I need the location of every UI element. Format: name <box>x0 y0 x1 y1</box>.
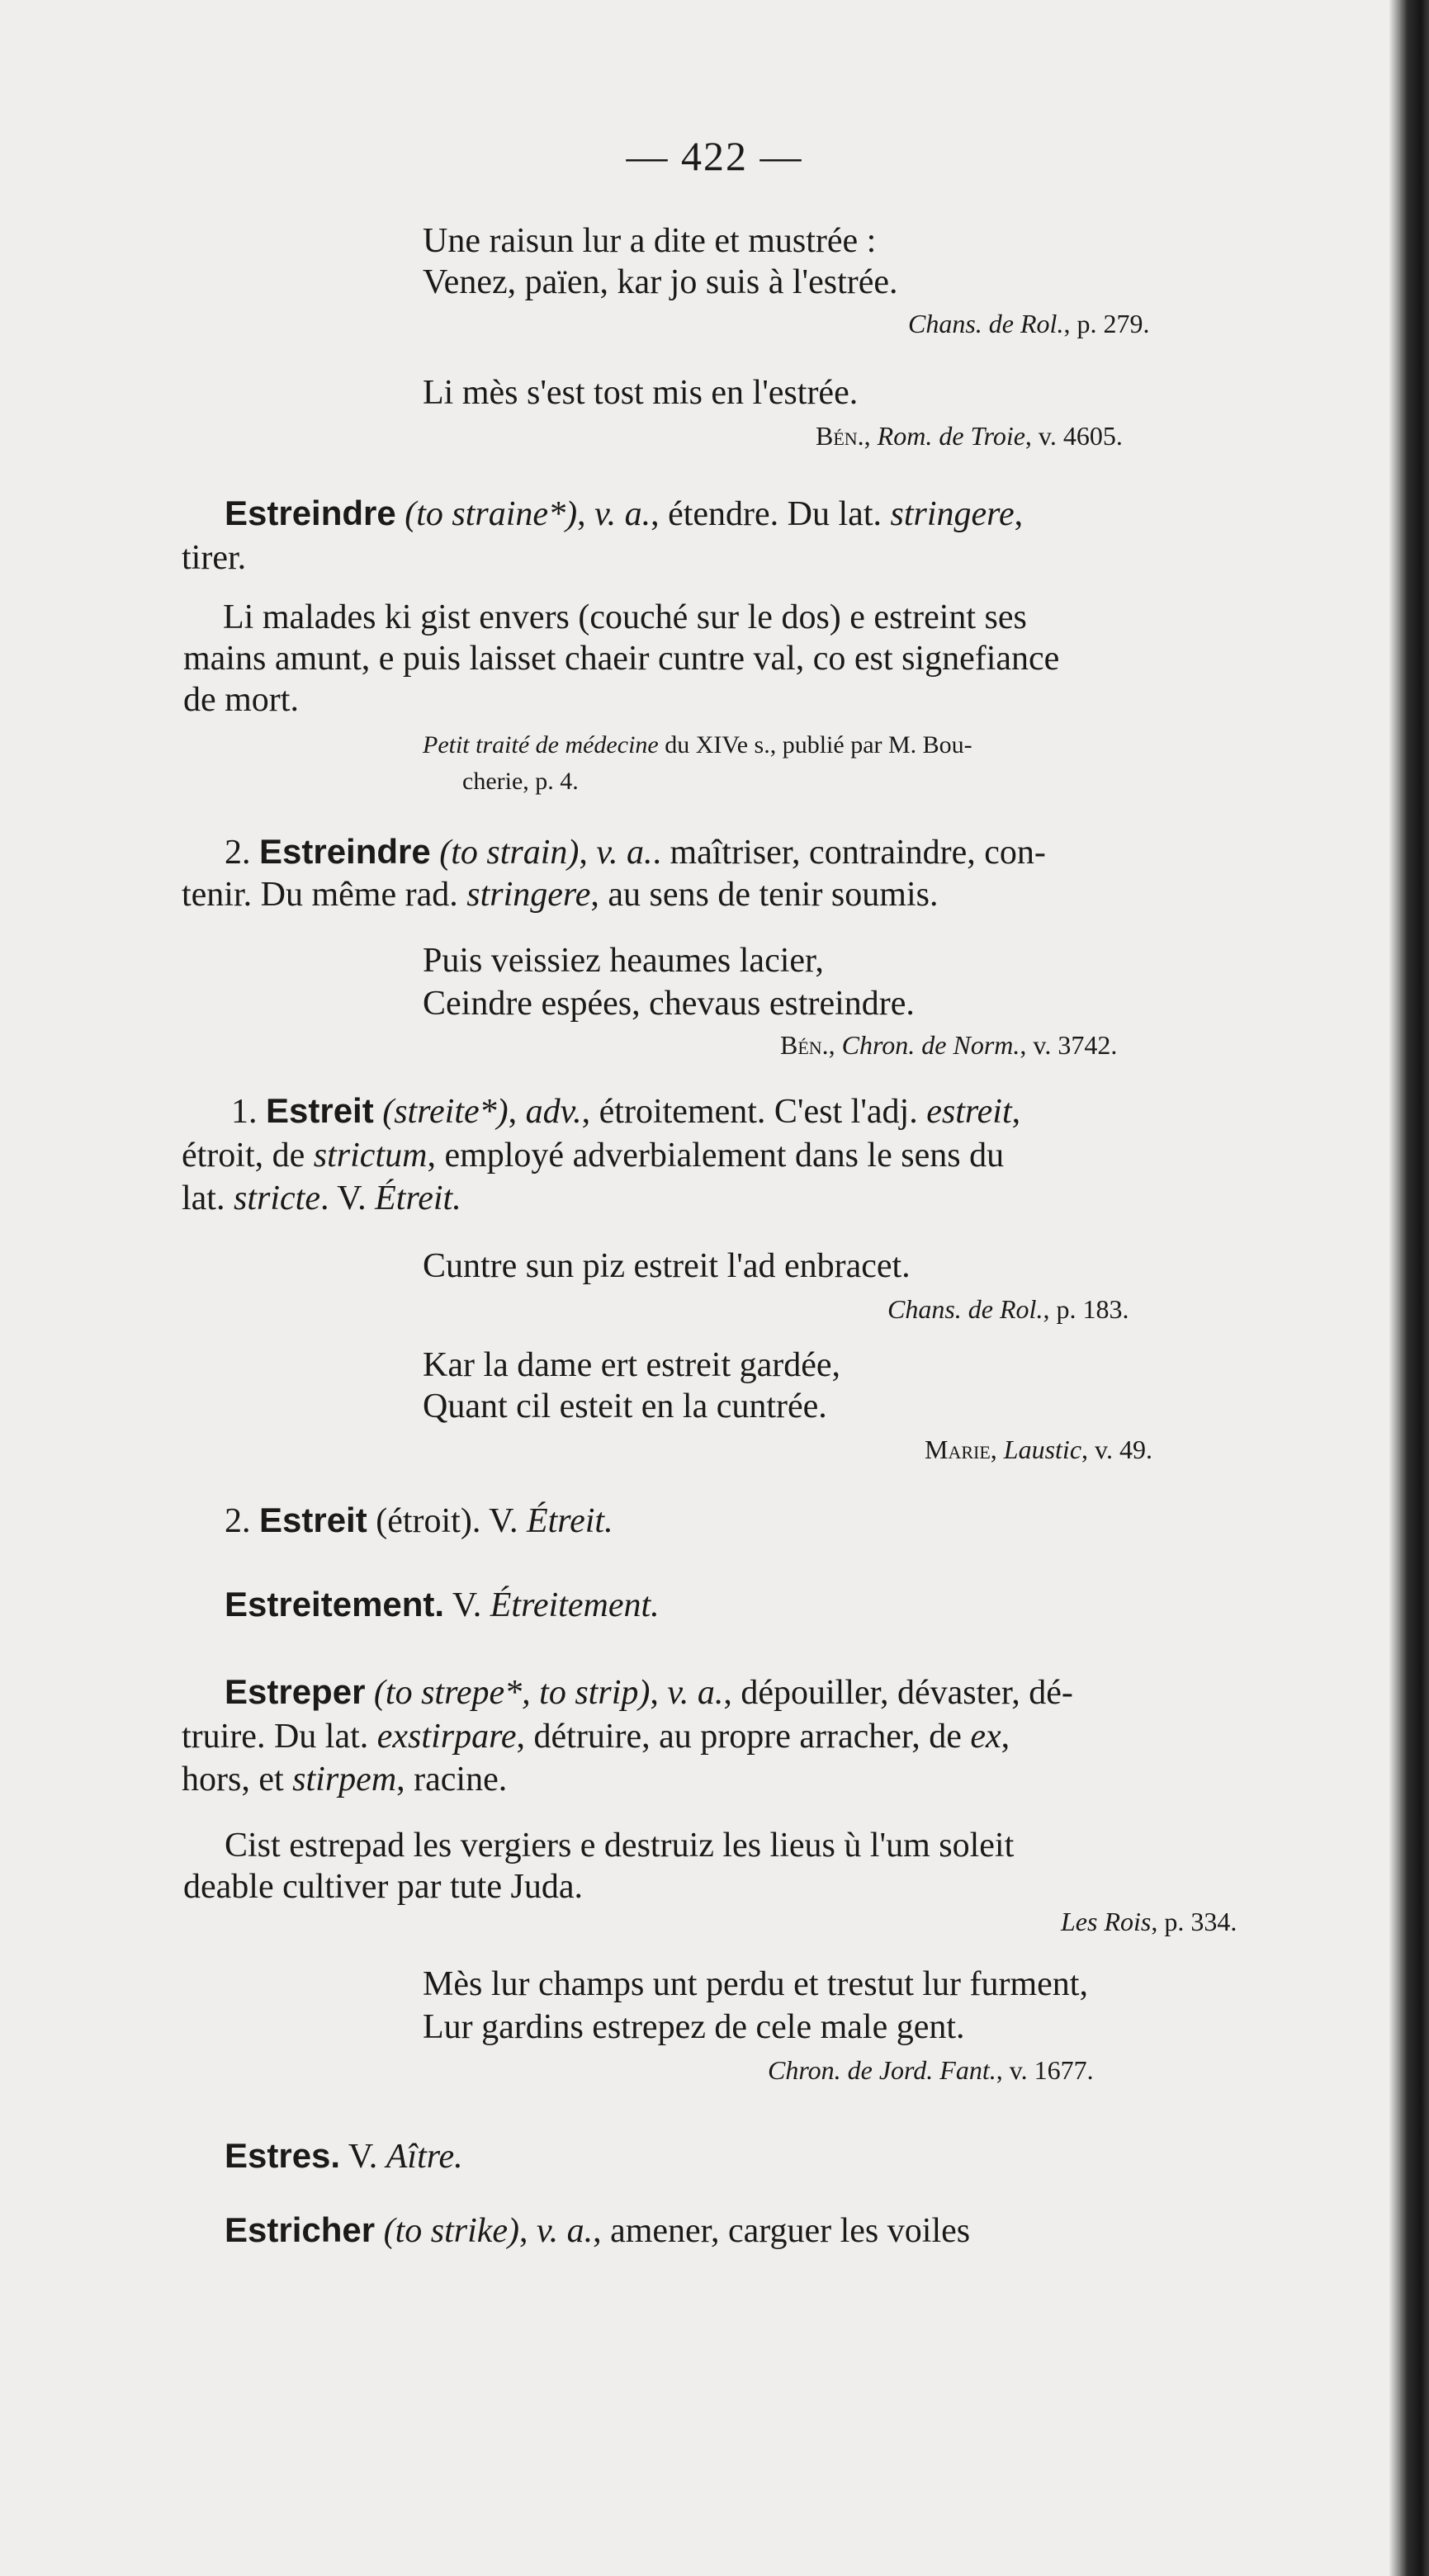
citation: Bén., Rom. de Troie, v. 4605. <box>816 421 1123 451</box>
quote-line: Lur gardins estrepez de cele male gent. <box>423 2008 965 2046</box>
entry-estreindre-2: 2. Estreindre (to strain), v. a.. maîtriser, contraindre, con- <box>225 832 1046 872</box>
entry-estreit-1: 1. Estreit (streite*), adv., étroitement. C'est l'adj. estreit, <box>231 1091 1021 1131</box>
headword: Estreit <box>259 1501 367 1539</box>
citation: Chron. de Jord. Fant., v. 1677. <box>768 2055 1094 2085</box>
headword: Estreitement. <box>225 1585 445 1624</box>
definition-line: tenir. Du même rad. stringere, au sens de tenir soumis. <box>182 876 939 914</box>
citation: Chans. de Rol., p. 183. <box>887 1294 1129 1324</box>
definition-line: tirer. <box>182 539 247 577</box>
quote-line: de mort. <box>183 681 299 719</box>
quote-line: mains amunt, e puis laisset chaeir cuntre val, co est signefiance <box>183 640 1060 678</box>
quote-line: Puis veissiez heaumes lacier, <box>423 942 824 980</box>
definition-line: lat. stricte. V. Étreit. <box>182 1179 461 1217</box>
entry-estreit-2: 2. Estreit (étroit). V. Étreit. <box>225 1501 613 1540</box>
quote-line: Venez, païen, kar jo suis à l'estrée. <box>423 263 898 301</box>
definition-line: hors, et stirpem, racine. <box>182 1761 508 1798</box>
entry-estreindre: Estreindre (to straine*), v. a., étendre. Du lat. stringere, <box>225 494 1024 533</box>
quote-line: Mès lur champs unt perdu et trestut lur furment, <box>423 1965 1088 2003</box>
page-binding-edge <box>1389 0 1429 2576</box>
headword: Estres. <box>225 2136 341 2175</box>
headword: Estreindre <box>259 832 431 871</box>
quote-line: Li malades ki gist envers (couché sur le dos) e estreint ses <box>223 598 1027 636</box>
quote-line: deable cultiver par tute Juda. <box>183 1868 583 1906</box>
quote-line: Ceindre espées, chevaus estreindre. <box>423 985 915 1023</box>
quote-line: Cuntre sun piz estreit l'ad enbracet. <box>423 1247 911 1285</box>
citation: Marie, Laustic, v. 49. <box>925 1435 1152 1464</box>
entry-estricher: Estricher (to strike), v. a., amener, carguer les voiles <box>225 2210 971 2250</box>
quote-line: Li mès s'est tost mis en l'estrée. <box>423 374 859 412</box>
quote-line: Cist estrepad les vergiers e destruiz les lieus ù l'um soleit <box>225 1827 1015 1865</box>
citation: Les Rois, p. 334. <box>1061 1907 1237 1936</box>
citation: Bén., Chron. de Norm., v. 3742. <box>780 1030 1118 1060</box>
headword: Estreper <box>225 1672 366 1711</box>
entry-estres: Estres. V. Aître. <box>225 2136 463 2176</box>
definition-line: étroit, de strictum, employé adverbialement dans le sens du <box>182 1137 1005 1175</box>
entry-estreper: Estreper (to strepe*, to strip), v. a., dépouiller, dévaster, dé- <box>225 1672 1073 1712</box>
citation: cherie, p. 4. <box>462 768 579 795</box>
definition-line: truire. Du lat. exstirpare, détruire, au propre arracher, de ex, <box>182 1718 1010 1756</box>
headword: Estreit <box>266 1091 374 1130</box>
page-number: — 422 — <box>626 133 803 179</box>
quote-line: Une raisun lur a dite et mustrée : <box>423 222 877 260</box>
entry-estreitement: Estreitement. V. Étreitement. <box>225 1585 660 1624</box>
quote-line: Quant cil esteit en la cuntrée. <box>423 1387 827 1425</box>
citation: Petit traité de médecine du XIVe s., publié par M. Bou- <box>423 731 972 759</box>
quote-line: Kar la dame ert estreit gardée, <box>423 1346 841 1384</box>
headword: Estricher <box>225 2210 376 2249</box>
headword: Estreindre <box>225 494 396 532</box>
citation: Chans. de Rol., p. 279. <box>908 309 1150 338</box>
